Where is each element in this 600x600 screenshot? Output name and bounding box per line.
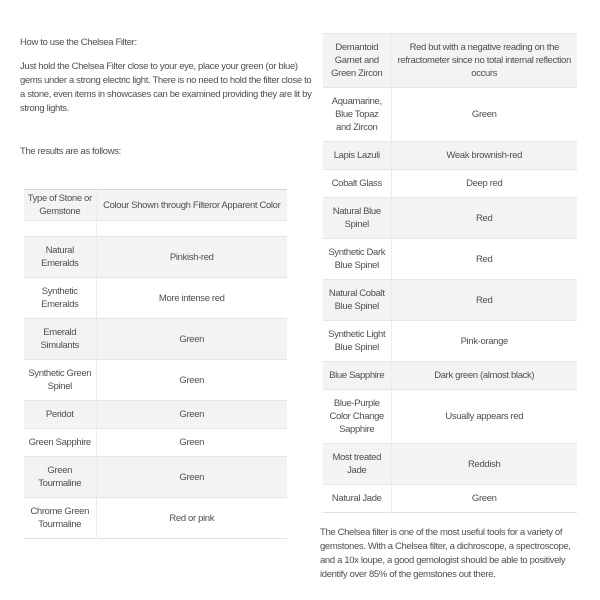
table-row (24, 237, 287, 278)
filter-result-cell: Usually appears red (391, 390, 577, 444)
stone-name-cell: Chrome Green Tourmaline (24, 498, 96, 539)
stone-name-cell: Green Sapphire (24, 429, 96, 457)
stone-name-cell: Aquamarine, Blue Topaz and Zircon (323, 88, 391, 142)
table-row (323, 444, 577, 485)
stone-name-cell: Natural Jade (323, 485, 391, 513)
filter-result-cell: Red but with a negative reading on the refractometer since no total internal reflection occurs (391, 34, 577, 88)
stone-name-cell (24, 221, 96, 237)
filter-result-cell: Red (391, 280, 577, 321)
filter-result-cell (96, 221, 287, 237)
filter-result-cell: Reddish (391, 444, 577, 485)
stone-name-cell: Synthetic Light Blue Spinel (323, 321, 391, 362)
stone-name-cell: Green Tourmaline (24, 457, 96, 498)
filter-result-cell: Green (96, 457, 287, 498)
table-spacer-row (24, 221, 287, 237)
closing-paragraph: The Chelsea filter is one of the most useful tools for a variety of gemstones. With a Chelsea filter, a dichroscope, a spectroscope, and a 10x loupe, a good gemologist should be able to positively identify over 85% of the gemstones out there. (320, 527, 571, 580)
stone-name-cell: Synthetic Green Spinel (24, 360, 96, 401)
filter-result-cell: Weak brownish-red (391, 142, 577, 170)
stone-name-cell: Lapis Lazuli (323, 142, 391, 170)
filter-result-cell: Pinkish-red (96, 237, 287, 278)
results-table-left (24, 189, 287, 539)
table-row (24, 429, 287, 457)
table-row (24, 319, 287, 360)
filter-result-cell: Red (391, 239, 577, 280)
stone-name-cell: Synthetic Emeralds (24, 278, 96, 319)
filter-result-cell: Green (96, 319, 287, 360)
stone-name-cell: Cobalt Glass (323, 170, 391, 198)
filter-result-cell: Green (391, 88, 577, 142)
stone-name-cell: Blue-Purple Color Change Sapphire (323, 390, 391, 444)
table-row (323, 198, 577, 239)
filter-result-cell: Red or pink (96, 498, 287, 539)
filter-result-cell: Green (96, 401, 287, 429)
table-row (323, 280, 577, 321)
filter-result-cell: More intense red (96, 278, 287, 319)
right-column (320, 33, 579, 598)
stone-name-cell: Natural Blue Spinel (323, 198, 391, 239)
table-row (323, 390, 577, 444)
filter-result-cell: Green (391, 485, 577, 513)
section-heading-how-to-use: How to use the Chelsea Filter: (20, 37, 137, 48)
table-row (323, 34, 577, 88)
filter-result-cell: Pink-orange (391, 321, 577, 362)
table-row (323, 88, 577, 142)
filter-result-cell: Red (391, 198, 577, 239)
stone-name-cell: Natural Cobalt Blue Spinel (323, 280, 391, 321)
table-row (24, 278, 287, 319)
stone-name-cell: Most treated Jade (323, 444, 391, 485)
table-row (24, 360, 287, 401)
stone-name-cell: Peridot (24, 401, 96, 429)
table-header-row (24, 190, 287, 221)
results-table-right (323, 33, 577, 513)
table-row (323, 362, 577, 390)
stone-name-cell: Demantoid Garnet and Green Zircon (323, 34, 391, 88)
table-row (323, 485, 577, 513)
filter-result-cell: Dark green (almost black) (391, 362, 577, 390)
table-row (24, 457, 287, 498)
stone-name-cell: Blue Sapphire (323, 362, 391, 390)
stone-name-cell: Emerald Simulants (24, 319, 96, 360)
table-row (24, 498, 287, 539)
stone-name-cell: Natural Emeralds (24, 237, 96, 278)
stone-name-cell: Synthetic Dark Blue Spinel (323, 239, 391, 280)
table-row (323, 142, 577, 170)
filter-result-cell: Green (96, 429, 287, 457)
table-row (24, 401, 287, 429)
intro-paragraph: Just hold the Chelsea Filter close to your eye, place your green (or blue) gems under a strong electric light. There is no need to hold the filter close to a stone, even items in showcases can be examined providing they are lit by strong lights. (20, 61, 312, 114)
table-row (323, 170, 577, 198)
results-label: The results are as follows: (20, 146, 121, 157)
table-row (323, 239, 577, 280)
column-header-stone-type: Type of Stone or Gemstone (24, 190, 96, 221)
filter-result-cell: Green (96, 360, 287, 401)
table-row (323, 321, 577, 362)
left-column (20, 36, 314, 596)
column-header-filter-color: Colour Shown through Filteror Apparent Color (96, 190, 287, 221)
filter-result-cell: Deep red (391, 170, 577, 198)
